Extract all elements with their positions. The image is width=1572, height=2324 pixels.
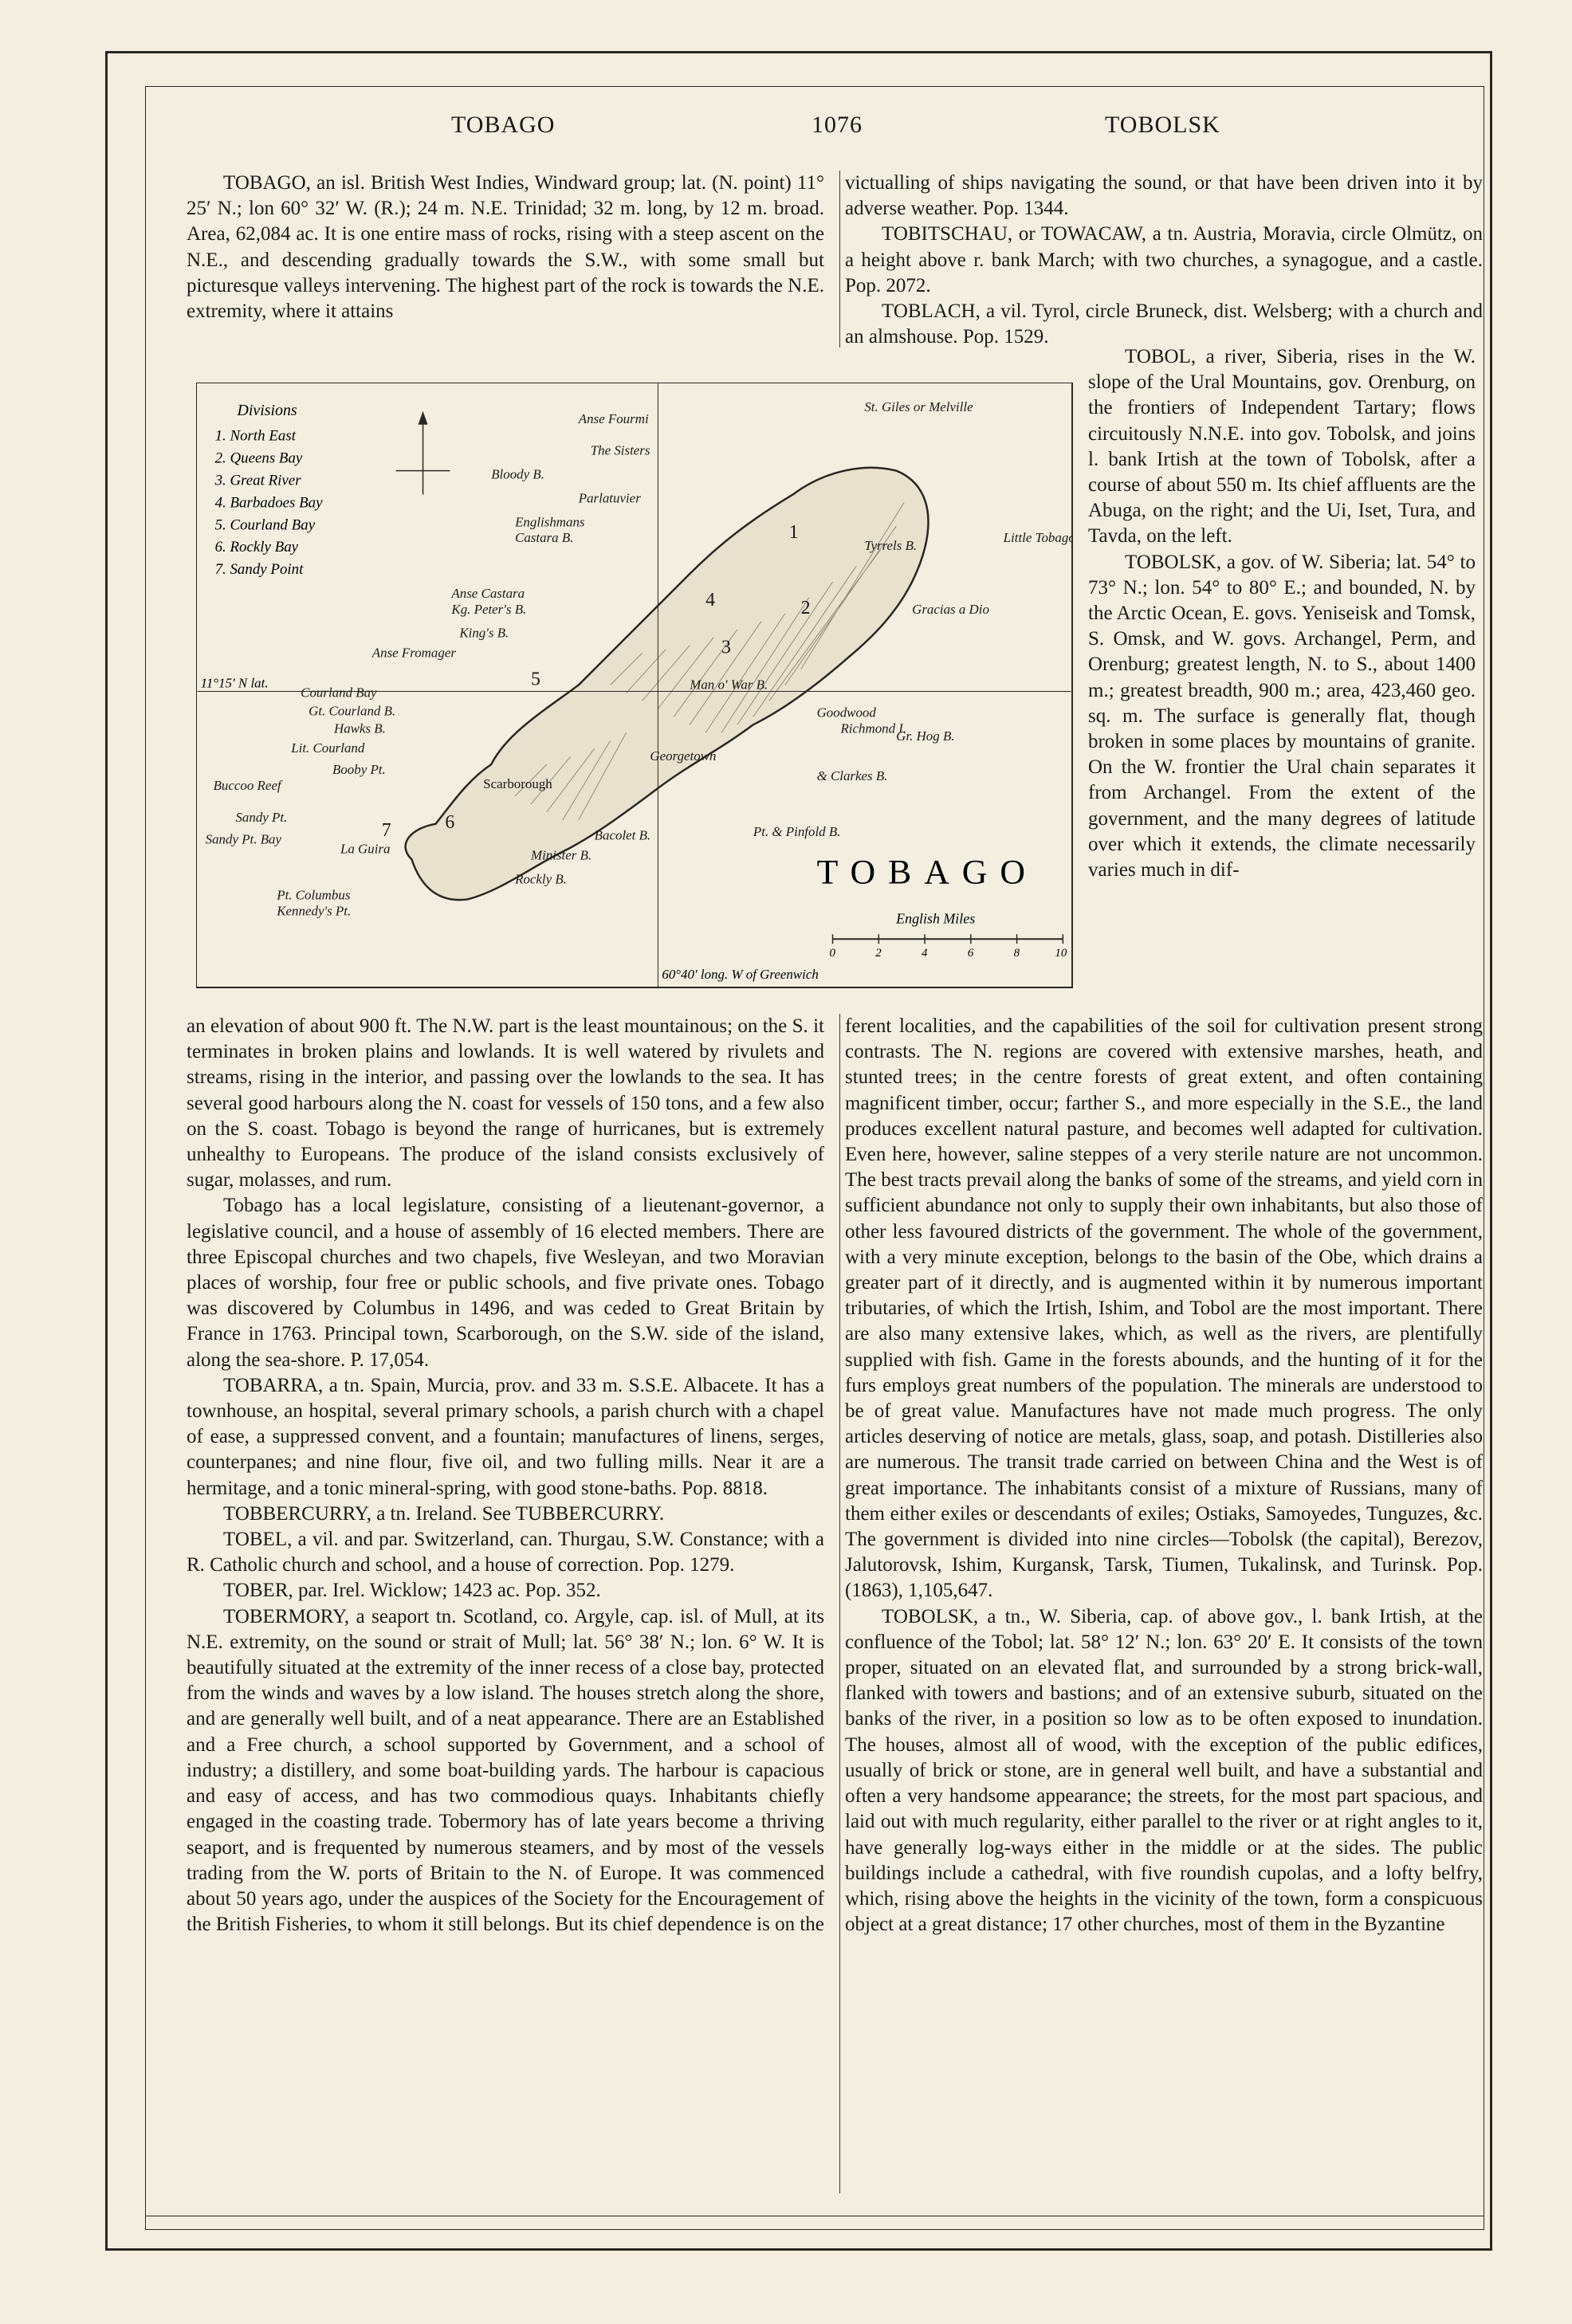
entry-tobago-start: TOBAGO, an isl. British West Indies, Windward group; lat. (N. point) 11° 25′ N.; lon 60° 32′ W. (R.); 24 m. N.E. Trinidad; 32 m. long, by 12 m. broad. Area, 62,084 ac. It is one entire mass of rocks, rising with a steep ascent on the N.E., and descending gradually towards the S.W., with some small but picturesque valleys intervening. The highest part of the rock is towards the N.E. extremity, where it attains: [187, 172, 824, 323]
scale-tick-8: 8: [1013, 947, 1020, 960]
place-gt-courland: Gt. Courland B.: [309, 703, 396, 719]
column-divider-top: [839, 171, 840, 347]
place-sandy-pt: Sandy Pt.: [235, 809, 288, 825]
tobago-map-svg: [197, 383, 1071, 987]
entry-tober: TOBER, par. Irel. Wicklow; 1423 ac. Pop. 352.: [223, 1580, 601, 1602]
place-minister: Minister B.: [531, 847, 592, 863]
scale-tick-6: 6: [967, 947, 974, 960]
entry-tobago-continued: an elevation of about 900 ft. The N.W. part is the least mountainous; on the S. it terminates in broken plains and lowlands. It is well watered by rivulets and streams, rising in the interior, and passing over the lowlands to the sea. It has several good harbours along the N. coast for vessels of 150 tons, and a few also on the S. coast. Tobago is beyond the range of hurricanes, but is extremely unhealthy to Europeans. The produce of the island consists exclusively of sugar, molasses, and rum.: [187, 1015, 824, 1191]
lon-label: 60°40′ long. W of Greenwich: [662, 967, 819, 983]
island-outline: [406, 468, 929, 900]
place-st-giles: St. Giles or Melville: [864, 398, 973, 414]
tobago-map: [196, 383, 1073, 988]
place-anse-fourmi: Anse Fourmi: [578, 410, 649, 426]
bottom-left-column: [187, 1014, 824, 1937]
header-right-word: TOBOLSK: [1105, 112, 1220, 138]
divisions-title: Divisions: [237, 401, 297, 419]
place-la-guira: La Guira: [340, 841, 391, 857]
place-little-tobago: Little Tobago: [1003, 530, 1071, 546]
place-buccoo-reef: Buccoo Reef: [213, 777, 281, 793]
place-georgetown: Georgetown: [650, 748, 717, 764]
place-kg-peters: Kg. Peter's B.: [451, 601, 527, 617]
entry-tobbercurry: TOBBERCURRY, a tn. Ireland. See TUBBERCURRY.: [223, 1502, 665, 1525]
place-richmond: Richmond I.: [840, 720, 907, 736]
place-pinfold: Pt. & Pinfold B.: [753, 823, 841, 839]
division-3: 3. Great River: [214, 472, 301, 489]
running-header: [145, 112, 1484, 159]
page-number: 1076: [812, 112, 863, 138]
place-tyrrels-bay: Tyrrels B.: [864, 538, 918, 554]
entry-tobolsk-gov: TOBOLSK, a gov. of W. Siberia; lat. 54° to 73° N.; lon. 54° to 80° E.; and bounded, N. by the Arctic Ocean, E. govs. Yeniseisk and Tomsk, S. Omsk, and W. govs. Archangel, Perm, and Orenburg; greatest length, N. to S., about 1400 m.; greatest breadth, 900 m.; area, 423,460 geo. sq. m. The surface is generally flat, though broken in some places by mountains of granite. On the W. frontier the Ural chain separates it from Archangel. From the extent of the government, and the many degrees of latitude over which it extends, the climate necessarily varies much in dif-: [1088, 551, 1476, 881]
division-2: 2. Queens Bay: [214, 449, 303, 467]
place-anse-castara: Anse Castara: [451, 585, 525, 601]
scale-title: English Miles: [896, 910, 976, 927]
entry-toblach: TOBLACH, a vil. Tyrol, circle Bruneck, dist. Welsberg; with a church and an almshouse. Pop. 1529.: [845, 300, 1483, 348]
top-right-column: [845, 171, 1483, 350]
place-gracias-a-dio: Gracias a Dio: [912, 601, 989, 617]
entry-tobago-legislature: Tobago has a local legislature, consisting of a lieutenant-governor, a legislative council, and a house of assembly of 16 elected members. There are three Episcopal churches and two chapels, five Wesleyan, and two Moravian places of worship, four free or public schools, and five private ones. Tobago was discovered by Columbus in 1496, and was ceded to Great Britain by France in 1763. Principal town, Scarborough, on the S.W. side of the island, along the sea-shore. P. 17,054.: [187, 1195, 824, 1371]
place-kings-bay: King's B.: [459, 625, 509, 641]
place-scarborough: Scarborough: [483, 775, 552, 791]
entry-tobel: TOBEL, a vil. and par. Switzerland, can. Thurgau, S.W. Constance; with a R. Catholic church and school, and a house of correction. Pop. 1279.: [187, 1529, 824, 1576]
place-clarkes-bay: & Clarkes B.: [816, 768, 888, 784]
place-lit-courland: Lit. Courland: [291, 740, 365, 756]
column-divider-bottom: [839, 1014, 840, 2193]
scale-tick-2: 2: [875, 947, 882, 960]
top-left-column: [187, 171, 824, 324]
lat-label: 11°15′ N lat.: [200, 675, 269, 691]
place-booby-pt: Booby Pt.: [332, 762, 386, 778]
svg-text:4: 4: [705, 589, 716, 610]
tobol-column: [1088, 344, 1476, 883]
entry-tobarra: TOBARRA, a tn. Spain, Murcia, prov. and 33 m. S.S.E. Albacete. It has a townhouse, an hospital, several primary schools, a parish church with a chapel of ease, a suppressed convent, and a fountain; manufactures of linens, serges, counterpanes; and nine flour, five oil, and two fulling mills. Near it are a hermitage, and a tonic mineral-spring, with good stone-baths. Pop. 8818.: [187, 1374, 824, 1499]
entry-tobolsk-town: TOBOLSK, a tn., W. Siberia, cap. of above gov., l. bank Irtish, at the confluence of the Tobol; lat. 58° 12′ N.; lon. 63° 20′ E. It consists of the town proper, situated on an elevated flat, and surrounded by a strong brick-wall, flanked with towers and bastions; and of an extensive suburb, situated on the banks of the river, in a position so low as to be often exposed to inundation. The houses, almost all of wood, with the exception of the public edifices, usually of brick or stone, are in general well built, and have a substantial and often a very handsome appearance; the streets, for the most part spacious, and laid out with much regularity, either parallel to the river or at right angles to it, have generally log-ways either in the middle or at the sides. The public buildings include a cathedral, with five roundish cupolas, and a lofty belfry, which, rising above the heights in the vicinity of the town, form a conspicuous object at a great distance; 17 other churches, most of them in the Byzantine: [845, 1605, 1483, 1936]
entry-tobitschau: TOBITSCHAU, or TOWACAW, a tn. Austria, Moravia, circle Olmütz, on a height above r. bank March; with two churches, a synagogue, and a castle. Pop. 2072.: [845, 223, 1483, 296]
scale-tick-0: 0: [829, 947, 835, 960]
place-castara: Castara B.: [515, 530, 574, 546]
place-sandy-pt-bay: Sandy Pt. Bay: [205, 831, 282, 847]
place-hawks-bay: Hawks B.: [333, 720, 386, 736]
division-4: 4. Barbadoes Bay: [214, 494, 323, 512]
svg-text:6: 6: [445, 811, 455, 833]
place-gr-hog-bay: Gr. Hog B.: [896, 728, 955, 744]
entry-tobol-river: TOBOL, a river, Siberia, rises in the W. slope of the Ural Mountains, gov. Orenburg, on the frontiers of Independent Tartary; flows circuitously N.N.E. into gov. Tobolsk, and joins l. bank Irtish at the town of Tobolsk, after a course of about 550 m. Its chief affluents are the Abuga, on the right; and the Ui, Iset, Tura, and Tavda, on the left.: [1088, 346, 1476, 548]
place-the-sisters: The Sisters: [590, 442, 650, 458]
map-title: TOBAGO: [816, 853, 1038, 892]
scale-tick-4: 4: [922, 947, 928, 960]
header-left-word: TOBAGO: [451, 112, 556, 138]
place-goodwood: Goodwood: [816, 705, 876, 720]
division-5: 5. Courland Bay: [214, 516, 316, 534]
place-anse-fromager: Anse Fromager: [371, 645, 456, 661]
place-parlatuvier: Parlatuvier: [578, 490, 641, 506]
svg-text:1: 1: [788, 522, 799, 544]
place-courland-bay: Courland Bay: [301, 685, 377, 701]
svg-text:5: 5: [531, 669, 540, 690]
svg-text:2: 2: [800, 597, 811, 618]
entry-tobermory: TOBERMORY, a seaport tn. Scotland, co. Argyle, cap. isl. of Mull, at its N.E. extremity, on the sound or strait of Mull; lat. 56° 38′ N.; lon. 6° W. It is beautifully situated at the extremity of the inner recess of a close bay, protected from the winds and waves by a low island. The houses stretch along the shore, and are generally well built, and of a neat appearance. There are an Established and a Free church, a school supported by Government, and a school of industry; a distillery, and some boat-building yards. The harbour is capacious and easy of access, and has two commodious quays. Inhabitants chiefly engaged in the coasting trade. Tobermory has of late years become a thriving seaport, and is frequented by numerous steamers, and by most of the vessels trading from the W. ports of Britain to the N. of Europe. It was commenced about 50 years ago, under the auspices of the Society for the Encouragement of the British Fisheries, to whom it still belongs. But its chief dependence is on the: [187, 1605, 824, 1936]
svg-text:3: 3: [721, 637, 732, 658]
division-7: 7. Sandy Point: [214, 561, 304, 579]
scale-tick-10: 10: [1055, 947, 1067, 960]
division-1: 1. North East: [214, 427, 296, 445]
place-bacolet: Bacolet B.: [594, 827, 651, 843]
entry-tobolsk-gov-continued: ferent localities, and the capabilities of the soil for cultivation present strong contrasts. The N. regions are covered with extensive marshes, heath, and stunted trees; in the centre forests of great extent, and often containing magnificent timber, occur; farther S., and more especially in the S.E., the land produces excellent natural pasture, and becomes well adapted for cultivation. Even here, however, saline steppes of a very sterile nature are not uncommon. The best tracts prevail along the banks of some of the streams, and yield corn in sufficient abundance not only to supply their own inhabitants, but also those of other less favoured districts of the government. The whole of the government, with a very minute exception, belongs to the basin of the Obe, which drains a greater part of it directly, and is augmented within it by numerous important tributaries, of which the Irtish, Ishim, and Tobol are the most important. There are also many extensive lakes, which, as well as the rivers, are plentifully supplied with fish. Game in the forests abounds, and the hunting of it for the furs employs great numbers of the population. The minerals are understood to be of great value. Manufactures have not made much progress. The only articles deserving of notice are metals, glass, soap, and potash. Distilleries also are numerous. The transit trade carried on between China and the West is of great importance. The inhabitants consist of a mixture of Russians, many of them either exiles or descendants of exiles; Ostiaks, Samoyedes, Tunguzes, &c. The government is divided into nine circles—Tobolsk (the capital), Berezov, Jalutorovsk, Ishim, Kurgansk, Tarsk, Tiumen, Tukalinsk, and Turinsk. Pop. (1863), 1,105,647.: [845, 1015, 1483, 1602]
place-bloody-bay: Bloody B.: [491, 466, 544, 482]
place-man-o-war: Man o' War B.: [690, 677, 768, 693]
svg-text:7: 7: [381, 819, 391, 841]
entry-continuation: victualling of ships navigating the sound, or that have been driven into it by adverse weather. Pop. 1344.: [845, 172, 1483, 220]
place-englishmans: Englishmans: [515, 514, 585, 530]
place-rockly-bay: Rockly B.: [515, 871, 567, 887]
bottom-right-column: [845, 1014, 1483, 1937]
place-kennedys-pt: Kennedy's Pt.: [277, 903, 352, 919]
place-pt-columbus: Pt. Columbus: [277, 887, 351, 903]
division-6: 6. Rockly Bay: [214, 539, 299, 556]
